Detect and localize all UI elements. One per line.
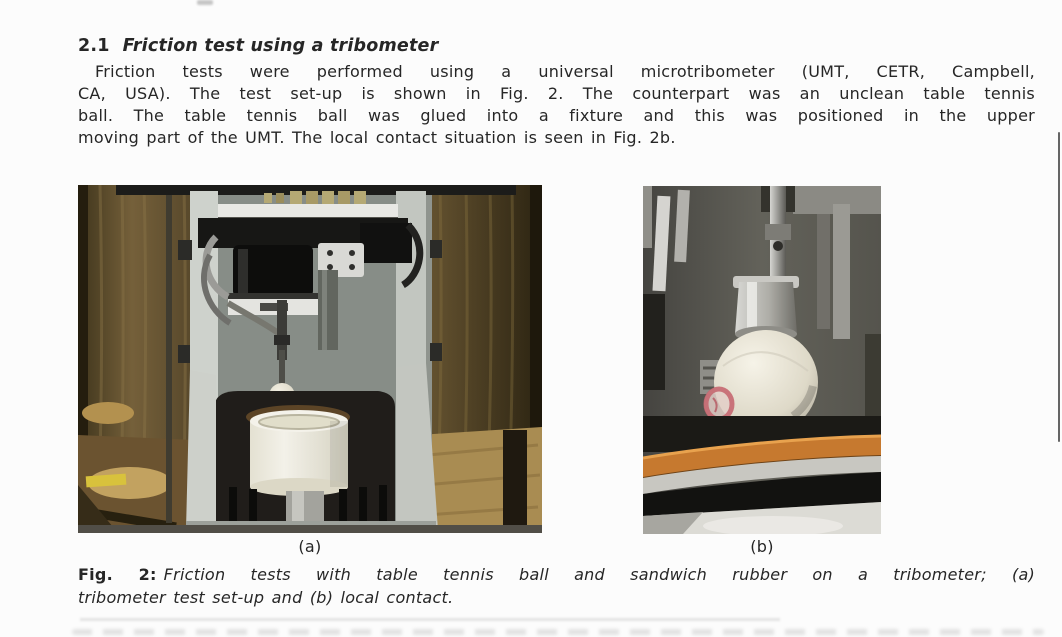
caption-underline-artifact — [80, 618, 780, 621]
caption-text: tribometer test set-up and (b) local contact. — [78, 588, 454, 607]
section-title: Friction test using a tribometer — [122, 35, 439, 56]
top-edge-artifact — [197, 0, 213, 5]
figure-sublabel-b: (b) — [750, 537, 774, 556]
tribometer-setup-illustration — [78, 185, 542, 533]
caption-label: Fig. 2: — [78, 565, 157, 584]
caption-line — [78, 586, 1035, 609]
local-contact-illustration — [643, 186, 881, 534]
right-edge-artifact-line — [1058, 132, 1060, 442]
caption-line — [78, 563, 1035, 586]
section-heading — [78, 34, 1036, 58]
paragraph-line: Friction tests were performed using a universal microtribometer (UMT, CETR, Campbell, — [95, 62, 1035, 81]
cutoff-text-blur — [72, 629, 1044, 635]
sandwich-rubber-sample — [250, 410, 348, 496]
figure-sublabel-a: (a) — [298, 537, 322, 556]
body-paragraph — [78, 61, 1035, 149]
paragraph-line: ball. The table tennis ball was glued into a fixture and this was positioned in the upper — [78, 106, 1035, 125]
paragraph-line: moving part of the UMT. The local contact situation is seen in Fig. 2b. — [78, 128, 676, 147]
figure-photo-tribometer-setup — [78, 185, 542, 533]
section-number: 2.1 — [78, 35, 110, 56]
caption-text: Friction tests with table tennis ball and sandwich rubber on a tribometer; (a) — [163, 565, 1036, 584]
figure-photo-local-contact — [643, 186, 881, 534]
paragraph-line: CA, USA). The test set-up is shown in Fig. 2. The counterpart was an unclean table tennis — [78, 84, 1035, 103]
figure-caption — [78, 563, 1035, 609]
